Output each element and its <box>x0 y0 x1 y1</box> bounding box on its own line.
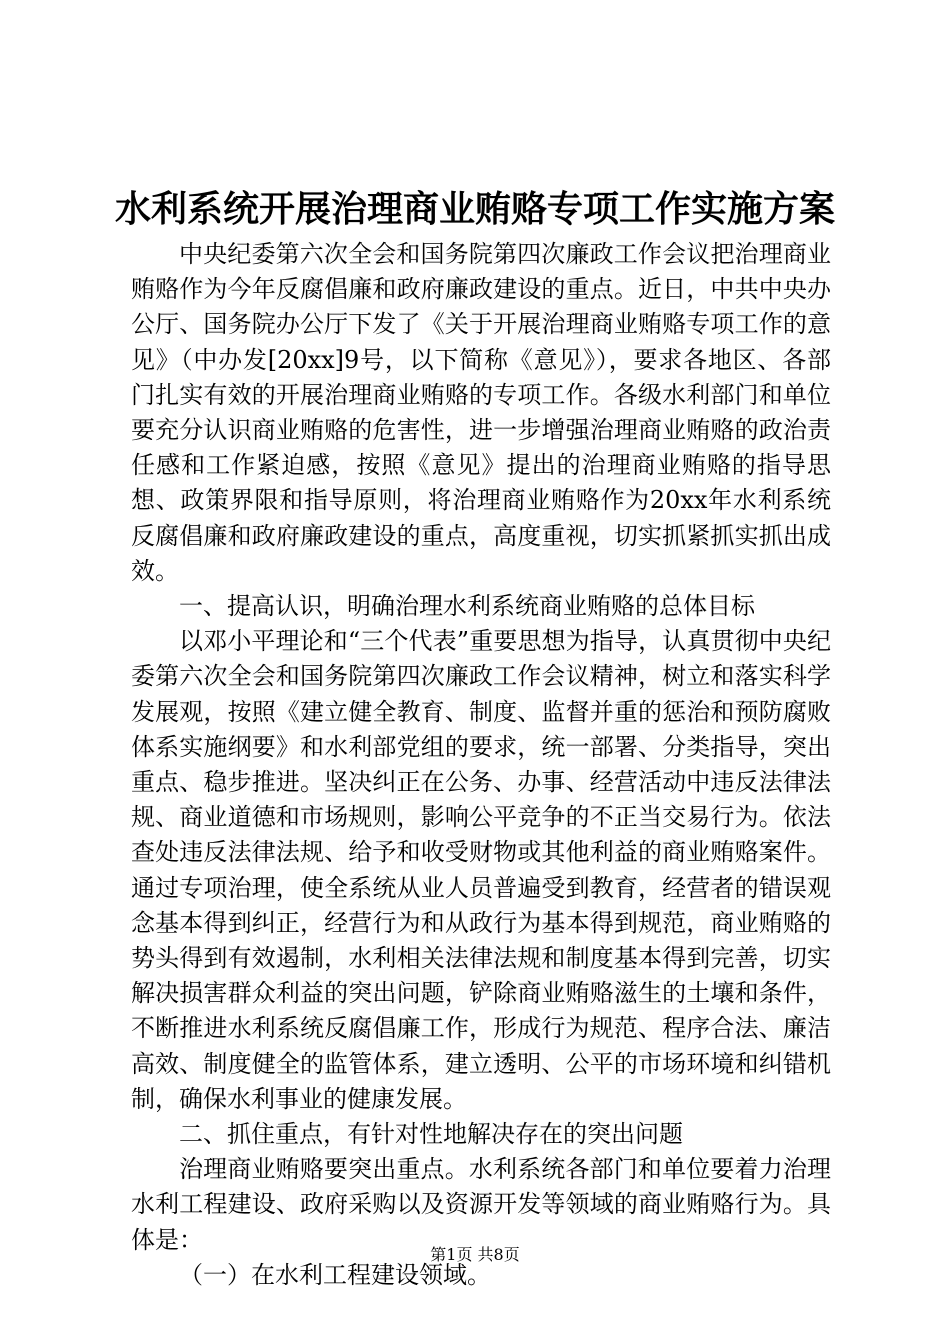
section-2-paragraph: 治理商业贿赂要突出重点。水利系统各部门和单位要着力治理水利工程建设、政府采购以及资源开发等领域的商业贿赂行为。具体是： <box>131 1155 831 1254</box>
document-title: 水利系统开展治理商业贿赂专项工作实施方案 <box>114 188 835 230</box>
page-number-footer: 第1页 共8页 <box>430 1245 520 1264</box>
section-heading-1: 一、提高认识，明确治理水利系统商业贿赂的总体目标 <box>179 592 755 621</box>
subsection-heading-1: （一）在水利工程建设领域。 <box>179 1260 491 1289</box>
section-1-paragraph: 以邓小平理论和“三个代表”重要思想为指导，认真贯彻中央纪委第六次全会和国务院第四次廉政工作会议精神，树立和落实科学发展观，按照《建立健全教育、制度、监督并重的惩治和预防腐败体系实施纲要》和水利部党组的要求，统一部署、分类指导，突出重点、稳步推进。坚决纠正在公务、办事、经营活动中违反法律法规、商业道德和市场规则，影响公平竞争的不正当交易行为。依法查处违反法律法规、给予和收受财物或其他利益的商业贿赂案件。通过专项治理，使全系统从业人员普遍受到教育，经营者的错误观念基本得到纠正，经营行为和从政行为基本得到规范，商业贿赂的势头得到有效遏制，水利相关法律法规和制度基本得到完善，切实解决损害群众利益的突出问题，铲除商业贿赂滋生的土壤和条件，不断推进水利系统反腐倡廉工作，形成行为规范、程序合法、廉洁高效、制度健全的监管体系，建立透明、公平的市场环境和纠错机制，确保水利事业的健康发展。 <box>131 627 831 1113</box>
intro-paragraph: 中央纪委第六次全会和国务院第四次廉政工作会议把治理商业贿赂作为今年反腐倡廉和政府廉政建设的重点。近日，中共中央办公厅、国务院办公厅下发了《关于开展治理商业贿赂专项工作的意见》（中办发[20xx]9号，以下简称《意见》），要求各地区、各部门扎实有效的开展治理商业贿赂的专项工作。各级水利部门和单位要充分认识商业贿赂的危害性，进一步增强治理商业贿赂的政治责任感和工作紧迫感，按照《意见》提出的治理商业贿赂的指导思想、政策界限和指导原则，将治理商业贿赂作为20xx年水利系统反腐倡廉和政府廉政建设的重点，高度重视，切实抓紧抓实抓出成效。 <box>131 240 831 585</box>
section-heading-2: 二、抓住重点，有针对性地解决存在的突出问题 <box>179 1120 683 1149</box>
document-body <box>131 237 831 1293</box>
